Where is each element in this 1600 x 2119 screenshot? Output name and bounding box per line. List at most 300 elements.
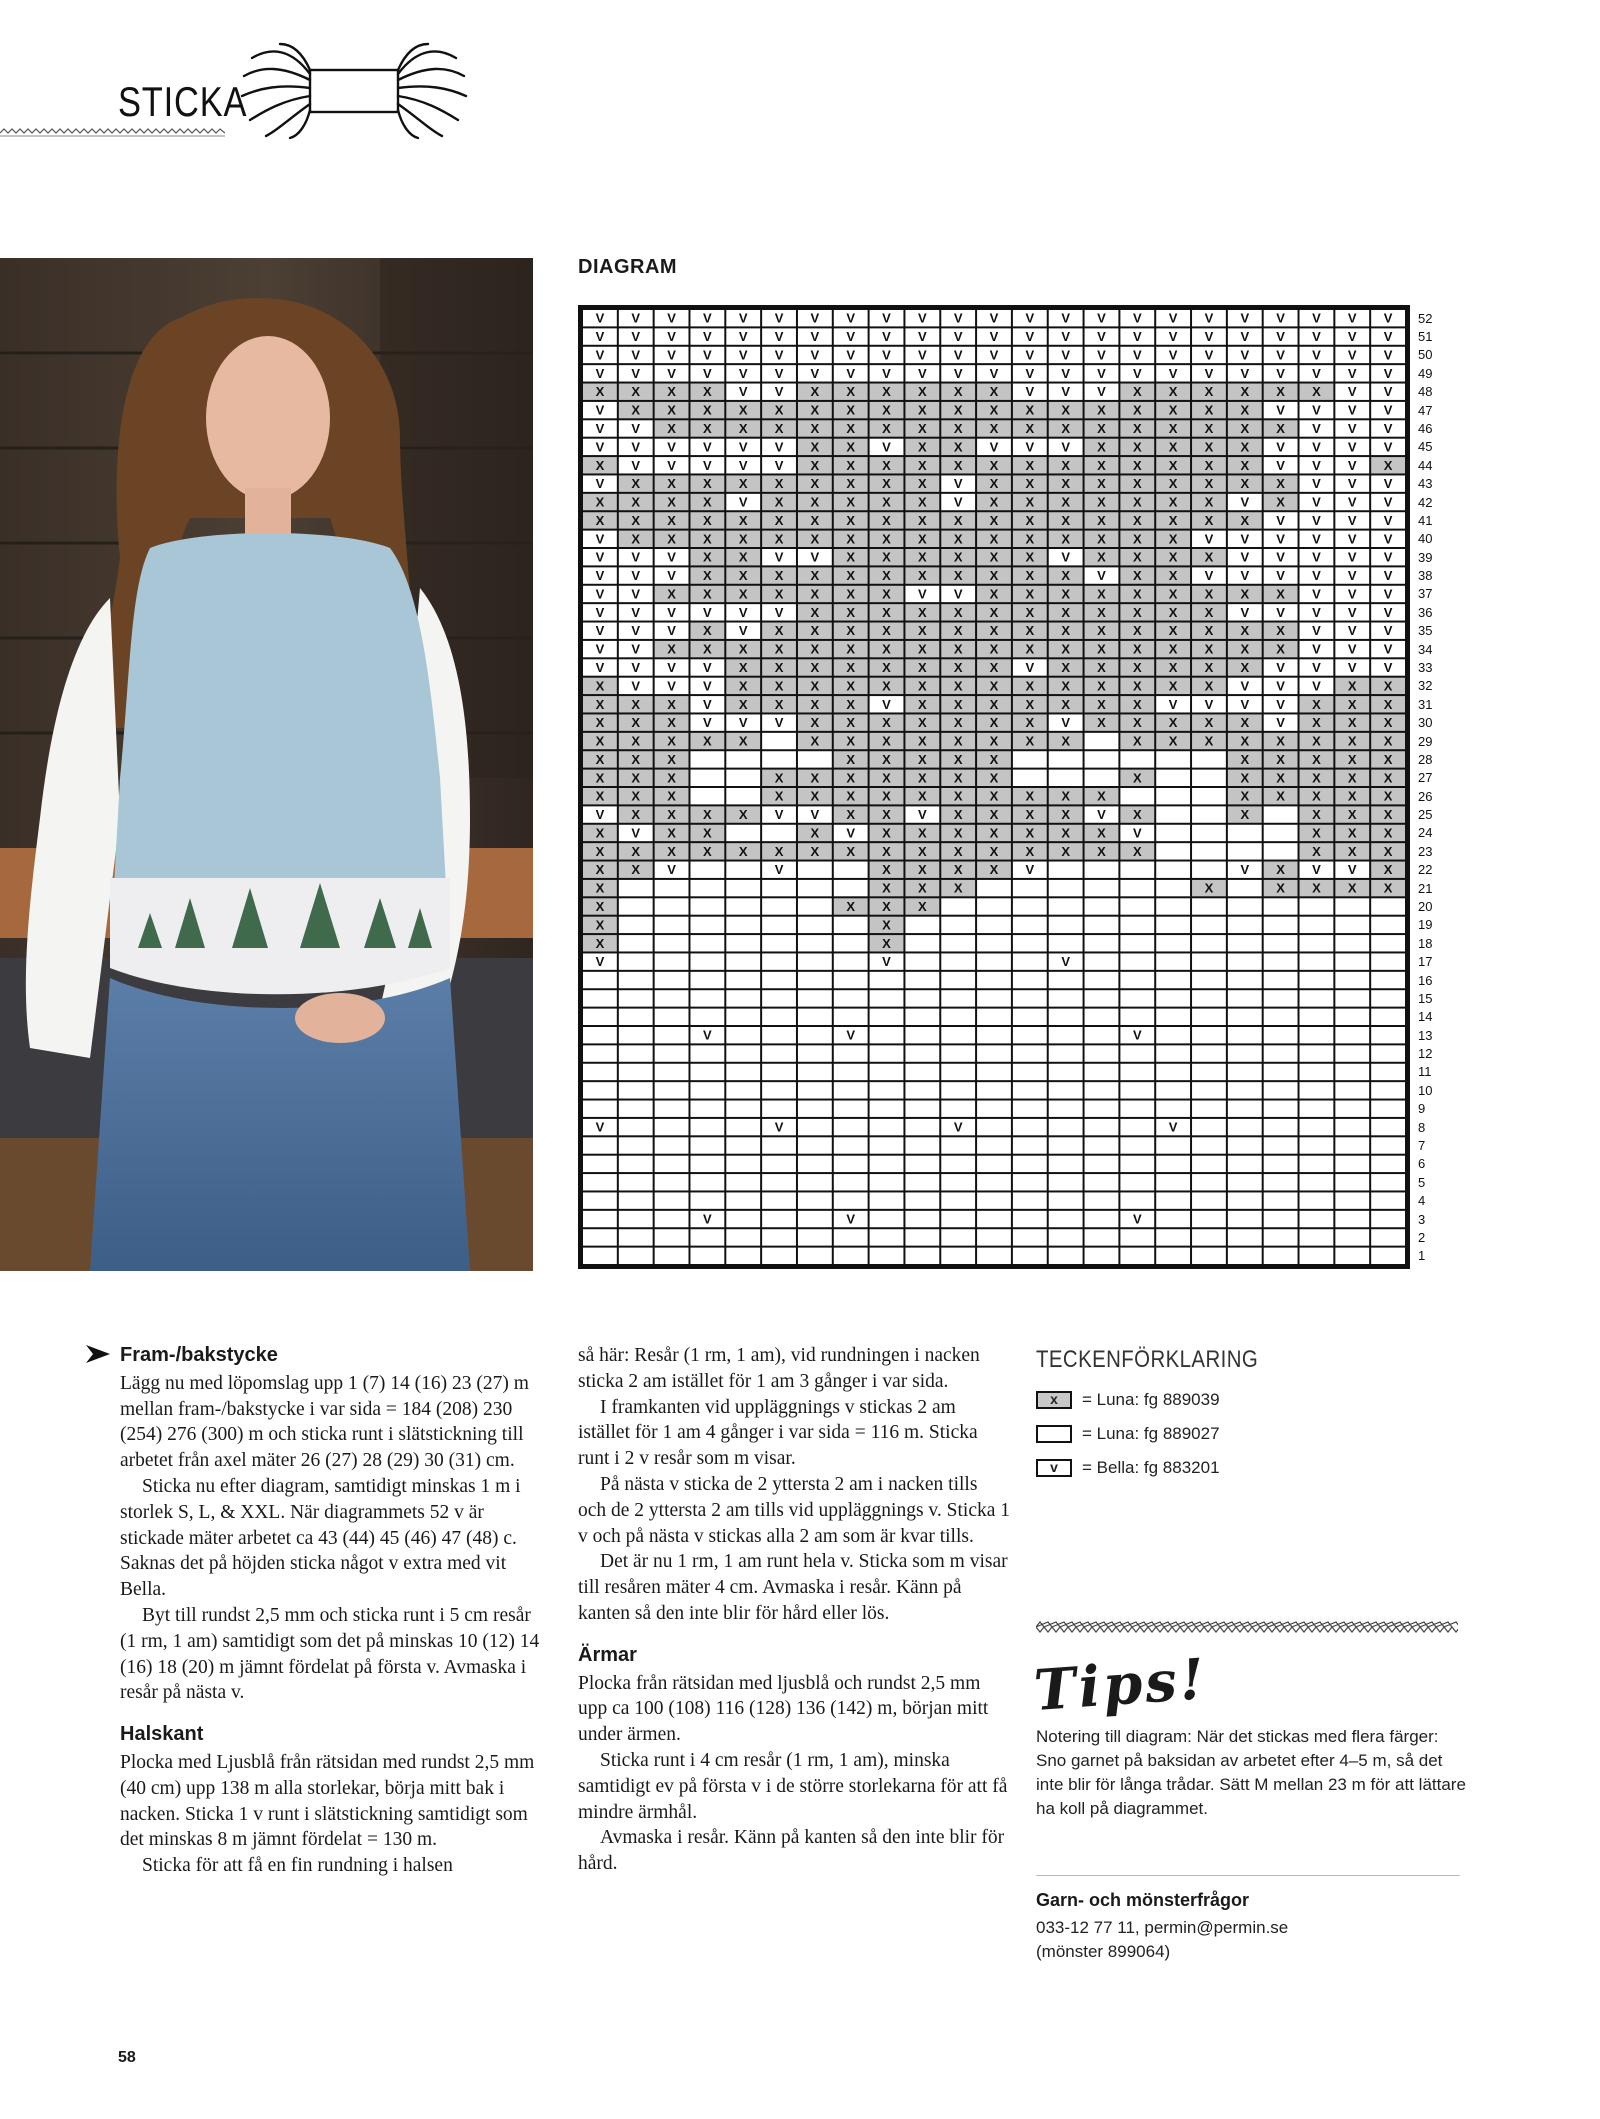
chart-cell xyxy=(1335,1009,1369,1025)
chart-symbol-v: V xyxy=(1312,310,1321,326)
chart-symbol-x: X xyxy=(667,512,676,528)
chart-cell xyxy=(905,1064,939,1080)
chart-cell xyxy=(690,1045,724,1061)
chart-symbol-x: X xyxy=(1025,568,1035,584)
chart-cell xyxy=(1300,1009,1334,1025)
chart-symbol-x: X xyxy=(918,678,927,694)
chart-symbol-v: V xyxy=(1240,310,1250,326)
chart-row-number: 22 xyxy=(1418,862,1433,878)
chart-cell xyxy=(834,1045,868,1061)
chart-symbol-x: X xyxy=(1312,696,1321,712)
chart-symbol-v: V xyxy=(1025,310,1035,326)
chart-cell xyxy=(1300,1082,1334,1098)
chart-symbol-x: X xyxy=(1204,384,1214,400)
chart-symbol-x: X xyxy=(989,715,999,731)
chart-symbol-x: X xyxy=(989,421,999,436)
chart-symbol-x: X xyxy=(1168,549,1178,565)
chart-cell xyxy=(834,1248,868,1264)
chart-cell xyxy=(1120,1064,1154,1080)
chart-symbol-v: V xyxy=(918,347,927,363)
chart-cell xyxy=(1300,1101,1334,1117)
chart-symbol-x: X xyxy=(738,807,748,823)
chart-symbol-x: X xyxy=(595,733,605,749)
chart-symbol-x: X xyxy=(1276,476,1285,492)
chart-symbol-x: X xyxy=(1312,807,1321,823)
chart-cell xyxy=(1120,935,1154,951)
chart-cell xyxy=(762,1009,796,1025)
chart-symbol-v: V xyxy=(1061,549,1070,565)
chart-symbol-x: X xyxy=(631,788,641,804)
chart-cell xyxy=(870,990,904,1006)
chart-symbol-v: V xyxy=(1347,660,1357,675)
chart-symbol-v: V xyxy=(1383,347,1393,363)
chart-row-number: 35 xyxy=(1418,623,1433,639)
chart-symbol-x: X xyxy=(1097,457,1106,473)
chart-symbol-x: X xyxy=(774,660,784,675)
chart-symbol-x: X xyxy=(595,696,605,712)
chart-symbol-v: V xyxy=(1276,347,1285,363)
chart-symbol-v: V xyxy=(1312,549,1321,565)
chart-cell xyxy=(1192,1137,1226,1153)
chart-symbol-v: V xyxy=(667,660,676,675)
chart-symbol-v: V xyxy=(1312,494,1321,510)
chart-symbol-x: X xyxy=(1383,696,1393,712)
chart-symbol-x: X xyxy=(1061,531,1070,547)
chart-symbol-x: X xyxy=(1204,586,1214,602)
chart-cell xyxy=(1228,1064,1262,1080)
chart-symbol-v: V xyxy=(1204,365,1214,381)
chart-symbol-x: X xyxy=(738,678,748,694)
chart-cell xyxy=(798,1119,832,1135)
chart-cell xyxy=(941,898,975,914)
chart-symbol-v: V xyxy=(1132,1027,1142,1043)
chart-symbol-v: V xyxy=(953,586,963,602)
chart-cell xyxy=(941,953,975,969)
chart-cell xyxy=(977,898,1011,914)
chart-symbol-x: X xyxy=(810,384,820,400)
chart-row-number: 52 xyxy=(1418,310,1433,326)
chart-cell xyxy=(834,880,868,896)
chart-symbol-x: X xyxy=(738,549,748,565)
chart-symbol-x: X xyxy=(810,604,820,620)
chart-symbol-v: V xyxy=(667,310,676,326)
chart-symbol-v: V xyxy=(774,329,784,345)
chart-cell xyxy=(1049,1211,1083,1227)
chart-symbol-x: X xyxy=(774,696,784,712)
chart-cell xyxy=(690,880,724,896)
chart-symbol-v: V xyxy=(703,1211,712,1227)
chart-symbol-v: V xyxy=(810,807,820,823)
chart-symbol-x: X xyxy=(595,862,605,878)
chart-row-number: 11 xyxy=(1418,1064,1432,1080)
chart-symbol-x: X xyxy=(1061,568,1070,584)
chart-symbol-x: X xyxy=(1240,476,1250,492)
chart-symbol-x: X xyxy=(1132,457,1142,473)
chart-cell xyxy=(1013,880,1047,896)
chart-symbol-x: X xyxy=(810,402,820,418)
chart-symbol-v: V xyxy=(703,660,712,675)
chart-cell xyxy=(798,1101,832,1117)
chart-symbol-x: X xyxy=(703,641,712,657)
chart-cell xyxy=(1049,1229,1083,1245)
chart-symbol-x: X xyxy=(1132,384,1142,400)
chart-symbol-v: V xyxy=(1312,457,1321,473)
chart-symbol-x: X xyxy=(1276,788,1285,804)
chart-symbol-x: X xyxy=(1383,788,1393,804)
chart-symbol-x: X xyxy=(882,843,891,859)
chart-cell xyxy=(762,1174,796,1190)
chart-symbol-v: V xyxy=(667,862,676,878)
chart-symbol-v: V xyxy=(1383,365,1393,381)
chart-cell xyxy=(1371,1045,1405,1061)
chart-symbol-x: X xyxy=(953,641,963,657)
chart-symbol-x: X xyxy=(882,660,891,675)
chart-symbol-x: X xyxy=(989,751,999,767)
chart-symbol-v: V xyxy=(1312,476,1321,492)
chart-cell xyxy=(690,862,724,878)
chart-symbol-x: X xyxy=(667,531,676,547)
chart-cell xyxy=(1120,1119,1154,1135)
chart-symbol-v: V xyxy=(1312,402,1321,418)
pattern-number: (mönster 899064) xyxy=(1036,1942,1171,1961)
chart-cell xyxy=(583,1027,617,1043)
chart-cell xyxy=(1335,1229,1369,1245)
chart-cell xyxy=(1192,862,1226,878)
chart-symbol-v: V xyxy=(1347,604,1357,620)
chart-cell xyxy=(834,1009,868,1025)
chart-symbol-v: V xyxy=(1312,365,1321,381)
chart-cell xyxy=(977,1211,1011,1227)
chart-symbol-x: X xyxy=(774,402,784,418)
chart-symbol-x: X xyxy=(810,770,820,786)
chart-symbol-v: V xyxy=(1347,623,1357,639)
chart-cell xyxy=(1300,990,1334,1006)
chart-symbol-v: V xyxy=(631,347,641,363)
chart-symbol-x: X xyxy=(774,843,784,859)
chart-cell xyxy=(1335,1192,1369,1208)
chart-symbol-x: X xyxy=(846,678,856,694)
chart-row-number: 50 xyxy=(1418,347,1433,363)
chart-cell xyxy=(762,1137,796,1153)
chart-symbol-x: X xyxy=(738,641,748,657)
chart-cell xyxy=(762,898,796,914)
chart-symbol-v: V xyxy=(1383,586,1393,602)
heading-fram-bakstycke: Fram-/bakstycke xyxy=(120,1344,278,1366)
chart-cell xyxy=(619,1156,653,1172)
chart-cell xyxy=(690,1192,724,1208)
chart-cell xyxy=(1335,1174,1369,1190)
chart-symbol-x: X xyxy=(1383,751,1393,767)
chart-symbol-x: X xyxy=(918,788,927,804)
chart-symbol-x: X xyxy=(989,825,999,841)
chart-symbol-x: X xyxy=(1383,843,1393,859)
chart-cell xyxy=(1013,1082,1047,1098)
chart-symbol-v: V xyxy=(1276,329,1285,345)
chart-symbol-v: V xyxy=(1383,512,1393,528)
white-swatch xyxy=(1036,1425,1072,1443)
chart-cell xyxy=(1264,953,1298,969)
chart-symbol-x: X xyxy=(631,402,641,418)
chart-cell xyxy=(834,1156,868,1172)
chart-cell xyxy=(726,751,760,767)
chart-symbol-x: X xyxy=(1132,494,1142,510)
chart-cell xyxy=(655,1101,689,1117)
chart-symbol-x: X xyxy=(595,384,605,400)
chart-symbol-v: V xyxy=(774,1119,784,1135)
chart-cell xyxy=(690,1248,724,1264)
chart-row-number: 18 xyxy=(1418,935,1433,951)
contact-title: Garn- och mönsterfrågor xyxy=(1036,1890,1250,1910)
chart-symbol-v: V xyxy=(1383,310,1393,326)
chart-cell xyxy=(726,1211,760,1227)
chart-cell xyxy=(941,1248,975,1264)
chart-cell xyxy=(762,1156,796,1172)
chart-symbol-x: X xyxy=(1204,421,1214,436)
chart-cell xyxy=(1228,1211,1262,1227)
paragraph: Plocka med Ljusblå från rätsidan med rundst 2,5 mm (40 cm) upp 138 m alla storlekar, börja mitt bak i nacken. Sticka 1 v runt i slätstickning samtidigt som det minskas 8 m jämnt fördelat = 130 m. xyxy=(120,1751,535,1851)
chart-symbol-x: X xyxy=(774,788,784,804)
chart-symbol-x: X xyxy=(1025,843,1035,859)
chart-cell xyxy=(977,1009,1011,1025)
chart-symbol-v: V xyxy=(1132,347,1142,363)
chart-cell xyxy=(762,751,796,767)
chart-cell xyxy=(619,935,653,951)
chart-cell xyxy=(977,1192,1011,1208)
chart-symbol-v: V xyxy=(1312,568,1321,584)
chart-symbol-x: X xyxy=(918,402,927,418)
chart-row-number: 8 xyxy=(1418,1119,1426,1135)
chart-cell xyxy=(1049,1082,1083,1098)
chart-symbol-x: X xyxy=(1240,715,1250,731)
chart-row-number: 31 xyxy=(1418,696,1433,712)
chart-symbol-v: V xyxy=(1061,347,1070,363)
chart-cell xyxy=(1120,1248,1154,1264)
chart-symbol-v: V xyxy=(846,825,856,841)
chart-symbol-x: X xyxy=(667,476,676,492)
chart-symbol-x: X xyxy=(595,770,605,786)
chart-cell xyxy=(655,1174,689,1190)
chart-cell xyxy=(1335,1082,1369,1098)
chart-cell xyxy=(1335,935,1369,951)
chart-symbol-v: V xyxy=(1204,310,1214,326)
chart-symbol-v: V xyxy=(1383,623,1393,639)
chart-cell xyxy=(1228,1045,1262,1061)
chart-row-number: 46 xyxy=(1418,421,1433,436)
chart-cell xyxy=(977,1156,1011,1172)
chart-symbol-x: X xyxy=(738,402,748,418)
chart-symbol-x: X xyxy=(1097,696,1106,712)
chart-symbol-v: V xyxy=(595,310,605,326)
chart-symbol-v: V xyxy=(846,310,856,326)
chart-symbol-v: V xyxy=(774,862,784,878)
chart-cell xyxy=(1013,1064,1047,1080)
chart-symbol-x: X xyxy=(989,476,999,492)
chart-row-number: 12 xyxy=(1418,1046,1433,1062)
chart-cell xyxy=(905,1211,939,1227)
chart-symbol-v: V xyxy=(1276,365,1285,381)
chart-symbol-v: V xyxy=(595,1119,605,1135)
chart-symbol-x: X xyxy=(1276,586,1285,602)
chart-cell xyxy=(905,1229,939,1245)
chart-cell xyxy=(619,1229,653,1245)
chart-symbol-v: V xyxy=(738,384,748,400)
chart-cell xyxy=(1264,1229,1298,1245)
chart-symbol-v: V xyxy=(1097,310,1106,326)
chart-symbol-v: V xyxy=(703,715,712,731)
chart-symbol-x: X xyxy=(1240,788,1250,804)
chart-symbol-x: X xyxy=(1312,880,1321,896)
chart-symbol-v: V xyxy=(1168,1119,1178,1135)
chart-symbol-v: V xyxy=(1276,512,1285,528)
chart-cell xyxy=(798,953,832,969)
paragraph: Det är nu 1 rm, 1 am runt hela v. Sticka som m visar till resåren mäter 4 cm. Avmaska i resår. Känn på kanten så den inte blir för hård eller lös. xyxy=(578,1551,1008,1624)
chart-symbol-x: X xyxy=(1132,439,1142,455)
chart-cell xyxy=(1192,788,1226,804)
chart-symbol-x: X xyxy=(1168,568,1178,584)
chart-symbol-v: V xyxy=(1383,549,1393,565)
chart-cell xyxy=(690,1082,724,1098)
chart-cell xyxy=(870,1248,904,1264)
chart-symbol-v: V xyxy=(1097,384,1106,400)
chart-symbol-x: X xyxy=(882,807,891,823)
chart-symbol-v: V xyxy=(631,568,641,584)
chart-symbol-v: V xyxy=(1312,421,1321,436)
chart-symbol-x: X xyxy=(1132,678,1142,694)
chart-symbol-v: V xyxy=(1025,365,1035,381)
chart-symbol-v: V xyxy=(1276,715,1285,731)
chart-symbol-v: V xyxy=(810,347,820,363)
chart-cell xyxy=(1013,1174,1047,1190)
chart-symbol-x: X xyxy=(774,586,784,602)
chart-symbol-x: X xyxy=(989,568,999,584)
tips-title: Tips! xyxy=(1031,1646,1210,1724)
chart-cell xyxy=(1156,935,1190,951)
chart-symbol-v: V xyxy=(1383,402,1393,418)
chart-cell xyxy=(1192,972,1226,988)
chart-cell xyxy=(834,1119,868,1135)
chart-symbol-x: X xyxy=(1025,641,1035,657)
chart-symbol-x: X xyxy=(882,715,891,731)
chart-cell xyxy=(1049,990,1083,1006)
chart-symbol-x: X xyxy=(667,788,676,804)
chart-cell xyxy=(1156,788,1190,804)
chart-symbol-x: X xyxy=(1204,641,1214,657)
chart-cell xyxy=(762,880,796,896)
chart-symbol-x: X xyxy=(1061,402,1070,418)
chart-symbol-v: V xyxy=(703,604,712,620)
chart-symbol-v: V xyxy=(1061,715,1070,731)
chart-cell xyxy=(583,1009,617,1025)
chart-cell xyxy=(977,1229,1011,1245)
paragraph: Plocka från rätsidan med ljusblå och rundst 2,5 mm upp ca 100 (108) 116 (128) 136 (142) m, början mitt under ärmen. xyxy=(578,1672,989,1746)
chart-symbol-x: X xyxy=(846,843,856,859)
paragraph: så här: Resår (1 rm, 1 am), vid rundningen i nacken sticka 2 am istället för 1 am 3 gånger i var sida. xyxy=(578,1345,980,1392)
chart-cell xyxy=(655,1192,689,1208)
chart-cell xyxy=(655,917,689,933)
chart-cell xyxy=(726,1156,760,1172)
chart-symbol-x: X xyxy=(1383,457,1393,473)
chart-symbol-x: X xyxy=(918,476,927,492)
chart-row-number: 38 xyxy=(1418,568,1433,584)
chart-symbol-x: X xyxy=(738,733,748,749)
chart-cell xyxy=(905,935,939,951)
chart-row-number: 20 xyxy=(1418,899,1433,914)
chart-symbol-v: V xyxy=(631,329,641,345)
chart-cell xyxy=(726,770,760,786)
model-photo xyxy=(0,258,533,1271)
chart-symbol-x: X xyxy=(1097,512,1106,528)
chart-symbol-x: X xyxy=(953,512,963,528)
chart-cell xyxy=(870,1229,904,1245)
chart-symbol-v: V xyxy=(631,439,641,455)
chart-symbol-x: X xyxy=(703,825,712,841)
chart-row-number: 44 xyxy=(1418,457,1433,473)
chart-cell xyxy=(1264,1045,1298,1061)
chart-symbol-x: X xyxy=(1025,494,1035,510)
chart-cell xyxy=(1300,898,1334,914)
chart-symbol-v: V xyxy=(882,439,891,455)
chart-cell xyxy=(1335,1064,1369,1080)
chart-symbol-x: X xyxy=(846,660,856,675)
chart-symbol-x: X xyxy=(703,586,712,602)
chart-cell xyxy=(870,1137,904,1153)
chart-symbol-x: X xyxy=(1097,660,1106,675)
chart-symbol-v: V xyxy=(774,457,784,473)
chart-symbol-x: X xyxy=(1097,678,1106,694)
chart-cell xyxy=(1156,1027,1190,1043)
chart-cell xyxy=(870,1119,904,1135)
chart-symbol-x: X xyxy=(918,825,927,841)
knitted-vest-photo xyxy=(0,258,533,1271)
chart-symbol-x: X xyxy=(703,843,712,859)
chart-cell xyxy=(1013,1009,1047,1025)
legend-item xyxy=(1036,1458,1220,1478)
chart-row-number: 14 xyxy=(1418,1009,1433,1025)
chart-symbol-v: V xyxy=(1312,660,1321,675)
chart-cell xyxy=(1049,917,1083,933)
chart-cell xyxy=(655,1211,689,1227)
chart-cell xyxy=(583,1082,617,1098)
chart-cell xyxy=(1300,1192,1334,1208)
chart-symbol-x: X xyxy=(1061,623,1070,639)
chart-symbol-v: V xyxy=(989,439,999,455)
chart-symbol-v: V xyxy=(1312,347,1321,363)
chart-symbol-v: V xyxy=(595,402,605,418)
chart-symbol-v: V xyxy=(738,329,748,345)
chart-cell xyxy=(1300,1211,1334,1227)
chart-symbol-x: X xyxy=(1061,641,1070,657)
chart-symbol-x: X xyxy=(1276,733,1285,749)
chart-cell xyxy=(1156,917,1190,933)
chart-symbol-x: X xyxy=(882,935,891,951)
chart-symbol-v: V xyxy=(953,1119,963,1135)
chart-cell xyxy=(905,1082,939,1098)
chart-symbol-v: V xyxy=(631,623,641,639)
chart-symbol-v: V xyxy=(667,678,676,694)
chart-symbol-v: V xyxy=(1025,862,1035,878)
chart-cell xyxy=(655,1156,689,1172)
chart-symbol-v: V xyxy=(1168,329,1178,345)
chart-cell xyxy=(1013,1156,1047,1172)
chart-symbol-x: X xyxy=(631,512,641,528)
chart-symbol-x: X xyxy=(989,549,999,565)
chart-cell xyxy=(655,1009,689,1025)
chart-symbol-x: X xyxy=(918,751,927,767)
chart-cell xyxy=(1049,898,1083,914)
chart-cell xyxy=(905,972,939,988)
chart-symbol-x: X xyxy=(1132,421,1142,436)
chart-symbol-v: V xyxy=(595,568,605,584)
